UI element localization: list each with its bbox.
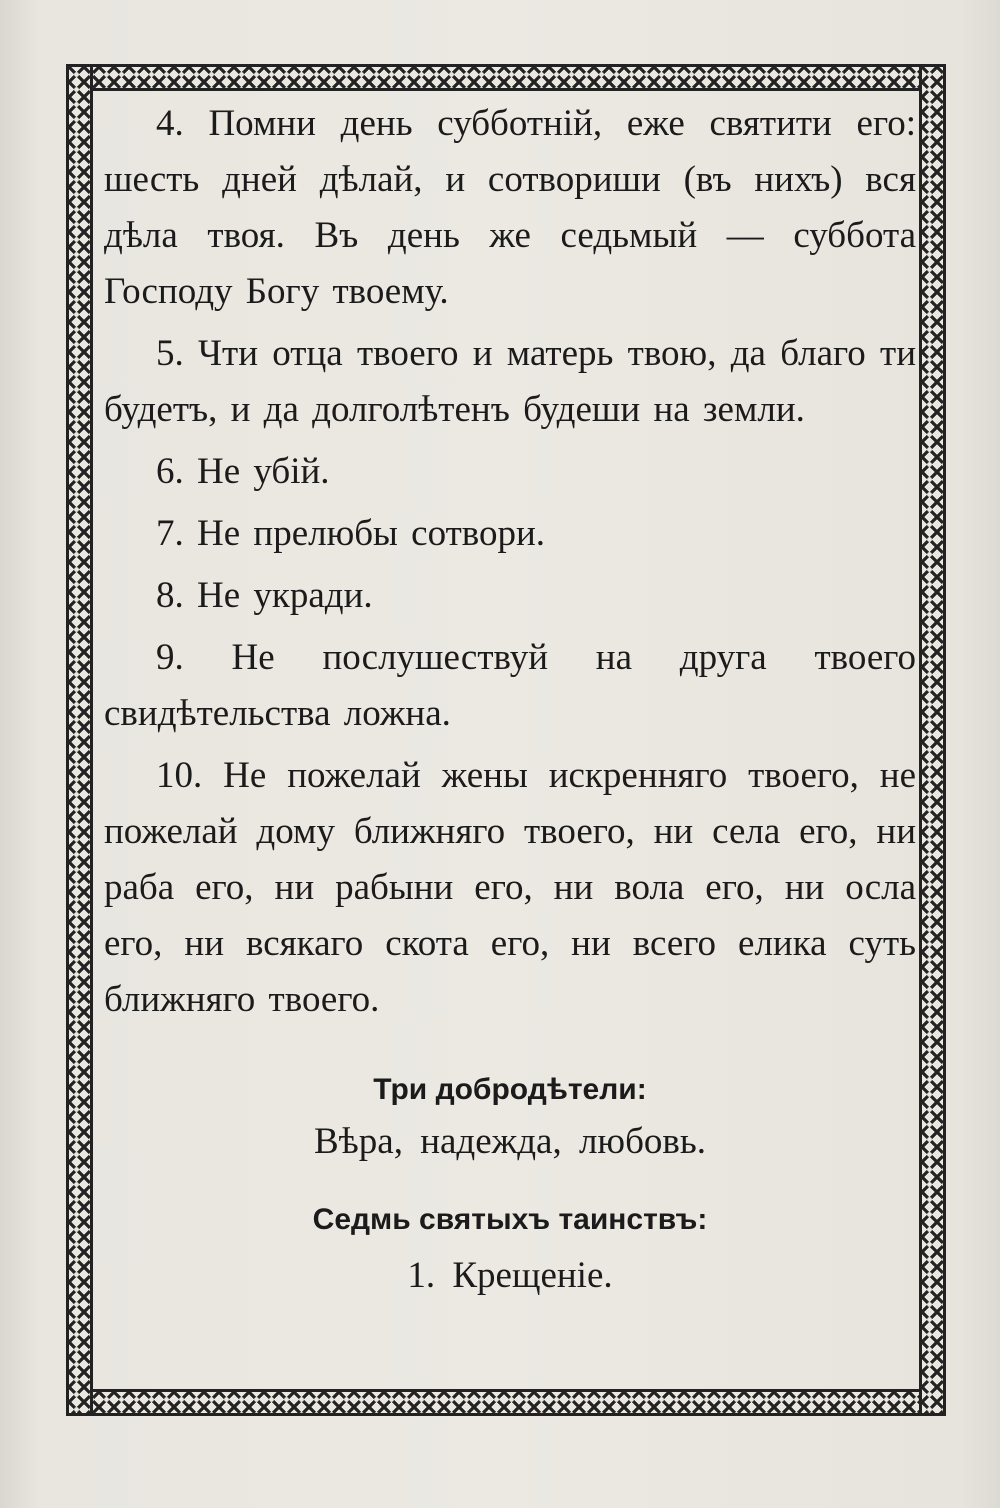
- sacraments-heading: Седмь святыхъ таинствъ:: [312, 1203, 708, 1236]
- page-text: [104, 96, 916, 1386]
- commandment-4: 4. Помни день субботній, еже святити его: шесть дней дѣлай, и сотвориши (въ нихъ) вся дѣла твоя. Въ день же седьмый — суббота Господу Богу твоему.: [104, 103, 916, 312]
- ornamental-border-left: [66, 64, 93, 1416]
- commandment-8: 8. Не укради.: [156, 575, 373, 616]
- ornamental-border-top: [66, 64, 946, 91]
- ornamental-border-bottom: [66, 1389, 946, 1416]
- ornamental-border-right: [919, 64, 946, 1416]
- commandment-5: 5. Чти отца твоего и матерь твою, да благо ти будетъ, и да долголѣтенъ будеши на земли.: [104, 333, 916, 430]
- virtues-line: Вѣра, надежда, любовь.: [314, 1121, 706, 1162]
- commandment-6: 6. Не убій.: [156, 451, 330, 492]
- sacrament-1: 1. Крещеніе.: [407, 1255, 613, 1296]
- commandment-9: 9. Не послушествуй на друга твоего свидѣтельства ложна.: [104, 637, 916, 734]
- commandment-7: 7. Не прелюбы сотвори.: [156, 513, 546, 554]
- commandment-10: 10. Не пожелай жены искренняго твоего, не пожелай дому ближняго твоего, ни села его, ни раба его, ни рабыни его, ни вола его, ни осла его, ни всякаго скота его, ни всего елика суть ближняго твоего.: [104, 755, 916, 1020]
- virtues-heading: Три добродѣтели:: [373, 1073, 647, 1106]
